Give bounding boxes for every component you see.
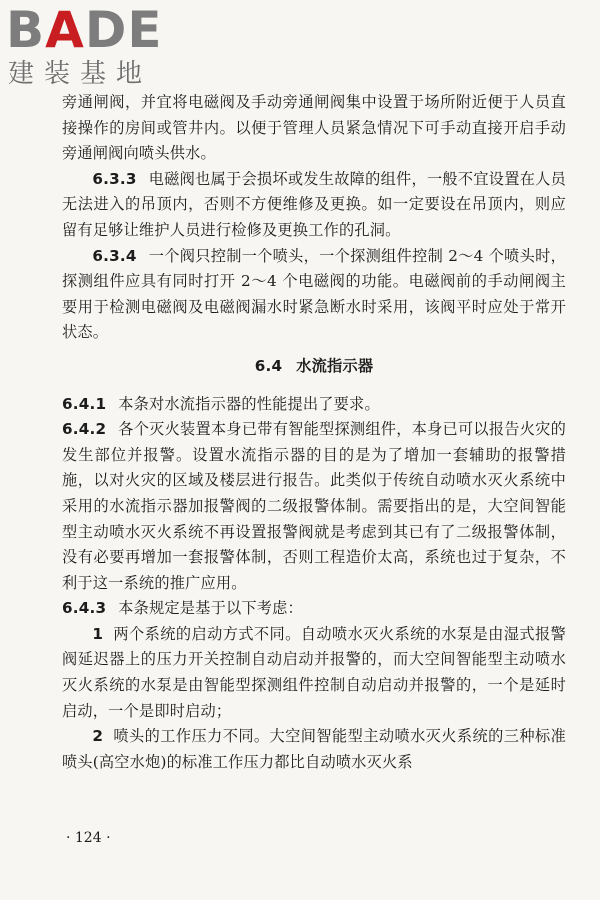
- list-item-2: 2 喷头的工作压力不同。大空间智能型主动喷水灭火系统的三种标准喷头(高空水炮)的标准工作压力都比自动喷水灭火系: [62, 727, 566, 771]
- section-heading-6-4: 6.4 水流指示器: [254, 356, 374, 375]
- bade-logo: [6, 1, 176, 90]
- clause-6-4-3: 6.4.3 本条规定是基于以下考虑：: [62, 599, 303, 618]
- document-body: [62, 90, 566, 775]
- clause-number: 6.4.3: [62, 599, 107, 618]
- clause-number: 6.4.2: [62, 420, 107, 439]
- clause-6-4-1: 6.4.1 本条对水流指示器的性能提出了要求。: [62, 394, 380, 413]
- list-item-1: 1 两个系统的启动方式不同。自动喷水灭火系统的水泵是由湿式报警阀延迟器上的压力开关控制自动启动并报警的，而大空间智能型主动喷水灭火系统的水泵是由智能型探测组件控制自动启动并报警的，一个是延时启动，一个是即时启动；: [62, 624, 566, 720]
- clause-6-4-2: 6.4.2 各个灭火装置本身已带有智能型探测组件，本身已可以报告火灾的发生部位并报警。设置水流指示器的目的是为了增加一套辅助的报警措施，以对火灾的区域及楼层进行报告。此类似于传统自动喷水灭火系统中采用的水流指示器加报警阀的二级报警体制。需要指出的是，大空间智能型主动喷水灭火系统不再设置报警阀就是考虑到其已有了二级报警体制，没有必要再增加一套报警体制，否则工程造价太高，系统也过于复杂，不利于这一系统的推广应用。: [62, 420, 566, 592]
- paragraph-continued: 旁通闸阀，并宜将电磁阀及手动旁通闸阀集中设置于场所附近便于人员直接操作的房间或管井内。以便于管理人员紧急情况下可手动直接开启手动旁通闸阀向喷头供水。: [62, 93, 566, 163]
- clause-6-3-3: 6.3.3 电磁阀也属于会损坏或发生故障的组件，一般不宜设置在人员无法进入的吊顶内，否则不方便维修及更换。如一定要设在吊顶内，则应留有足够让维护人员进行检修及更换工作的孔洞。: [62, 169, 566, 239]
- item-number: 1: [92, 624, 104, 643]
- clause-number: 6.3.4: [92, 246, 137, 265]
- clause-6-3-4: 6.3.4 一个阀只控制一个喷头，一个探测组件控制 2～4 个喷头时，探测组件应具有同时打开 2～4 个电磁阀的功能。电磁阀前的手动闸阀主要用于检测电磁阀及电磁阀漏水时紧急断水时采用，该阀平时应处于常开状态。: [62, 246, 566, 342]
- clause-number: 6.4.1: [62, 394, 107, 413]
- item-number: 2: [92, 727, 104, 746]
- clause-number: 6.3.3: [92, 169, 137, 188]
- logo-wordmark: BADE: [6, 1, 163, 59]
- page-number: · 124 ·: [66, 830, 111, 846]
- logo-subtitle: 建装基地: [8, 59, 153, 89]
